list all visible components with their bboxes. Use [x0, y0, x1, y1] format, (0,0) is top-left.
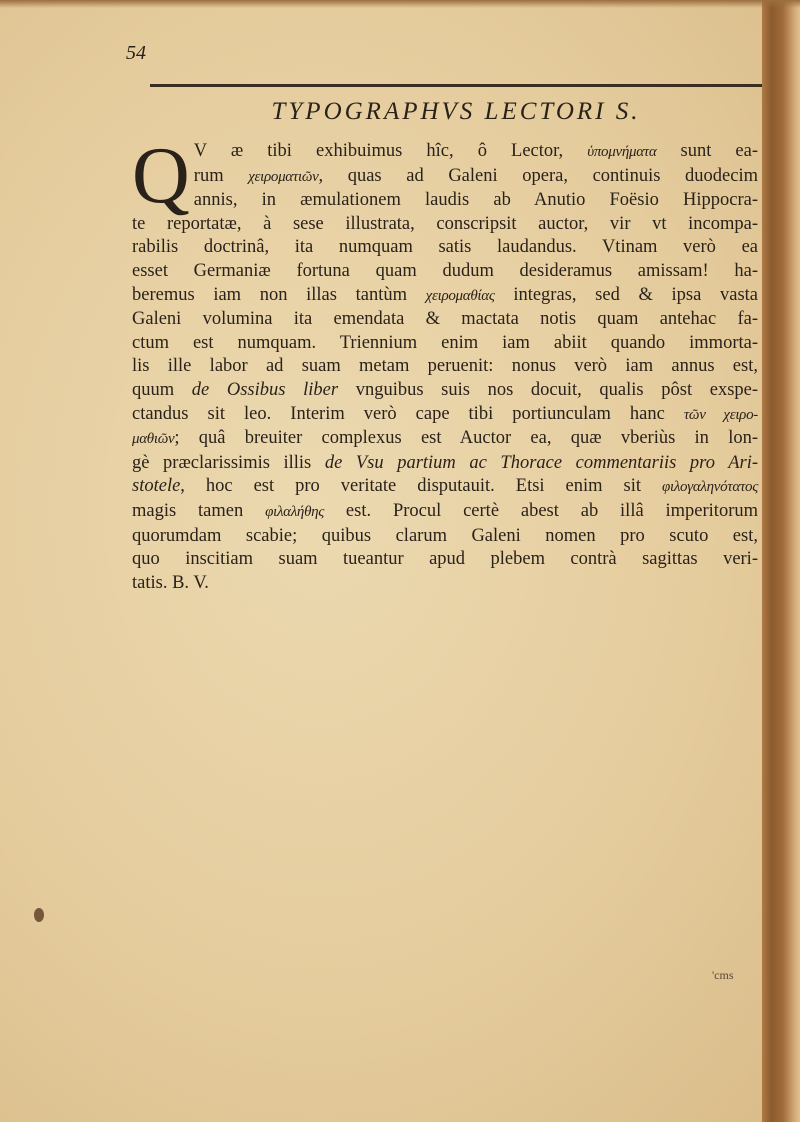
- text-run: quorumdam scabie; quibus clarum Galeni nomen pro scuto est,: [132, 525, 758, 546]
- text-line: [132, 525, 758, 549]
- text-line: [132, 548, 758, 572]
- text-line: [132, 452, 758, 476]
- text-run: annis, in æmulationem laudis ab Anutio Foësio Hippocra-: [193, 190, 758, 211]
- drop-cap: Q: [132, 132, 190, 220]
- text-line: [132, 427, 758, 452]
- page-heading: TYPOGRAPHVS LECTORI S.: [271, 98, 641, 125]
- text-line: [132, 403, 758, 428]
- text-run: χειροματιῶν: [248, 168, 319, 185]
- text-line: [132, 500, 758, 525]
- text-run: de Ossibus liber: [191, 379, 339, 400]
- text-run: stotele: [132, 476, 181, 497]
- text-run: rabilis doctrinâ, ita numquam satis laudandus. Vtinam verò ea: [132, 237, 758, 258]
- text-run: integras, sed & ipsa vasta: [494, 284, 758, 305]
- text-run: τῶν χειρο-: [683, 406, 758, 423]
- text-run: beremus iam non illas tantùm: [132, 284, 426, 305]
- text-lines: [132, 132, 759, 595]
- text-run: lis ille labor ad suam metam peruenit: nonus verò iam annus est,: [132, 356, 758, 377]
- text-line: [132, 213, 758, 237]
- text-run: quo inscitiam suam tueantur apud plebem contrà sagittas veri-: [132, 549, 758, 570]
- text-run: χειρομαθίας: [425, 287, 495, 304]
- text-line: [132, 308, 758, 332]
- text-run: V æ tibi exhibuimus hîc, ô Lector,: [193, 141, 588, 161]
- text-line: [132, 355, 758, 379]
- text-line: [132, 140, 758, 165]
- text-run: μαθιῶν: [132, 431, 175, 448]
- text-line: [132, 284, 758, 309]
- page-gutter-shadow: [762, 0, 800, 1122]
- text-run: de Vsu partium ac Thorace commentariis pro Ari-: [324, 452, 758, 473]
- text-run: est. Procul certè abest ab illâ imperitorum: [324, 500, 758, 521]
- ink-stain: [34, 908, 44, 922]
- margin-mark: 'cms: [712, 968, 734, 982]
- text-line: [132, 332, 758, 356]
- text-line: [132, 475, 758, 500]
- text-run: ; quâ breuiter complexus est Auctor ea, quæ vberiùs in lon-: [174, 428, 758, 449]
- text-run: vnguibus suis nos docuit, qualis pôst exspe-: [338, 379, 759, 400]
- text-run: sunt ea-: [656, 141, 758, 161]
- text-run: ctandus sit leo. Interim verò cape tibi portiunculam hanc: [132, 403, 684, 424]
- text-run: esset Germaniæ fortuna quam dudum desideramus amissam! ha-: [132, 260, 758, 281]
- text-run: Galeni volumina ita emendata & mactata notis quam antehac fa-: [132, 309, 758, 330]
- text-run: magis tamen: [132, 500, 266, 521]
- text-run: ctum est numquam. Triennium enim iam abiit quando immorta-: [132, 332, 758, 353]
- body-text: [132, 132, 759, 595]
- text-line: [132, 165, 758, 190]
- text-run: , hoc est pro veritate disputauit. Etsi enim sit: [180, 476, 662, 497]
- text-line: [132, 236, 758, 260]
- text-line: [132, 572, 758, 596]
- text-line: [132, 189, 758, 213]
- page-top-shadow: [0, 0, 800, 8]
- text-run: φιλαλήθης: [265, 503, 325, 520]
- text-run: gè præclarissimis illis: [132, 452, 325, 473]
- text-run: rum: [193, 165, 249, 186]
- page-number: 54: [126, 42, 146, 64]
- text-run: te reportatæ, à sese illustrata, conscripsit auctor, vir vt incompa-: [132, 213, 758, 234]
- text-run: , quas ad Galeni opera, continuis duodecim: [318, 165, 758, 186]
- text-run: tatis. B. V.: [132, 572, 209, 593]
- text-run: quum: [132, 379, 192, 400]
- text-run: ὑπομνήματα: [587, 144, 657, 160]
- text-run: φιλογαληνότατος: [661, 479, 758, 496]
- text-line: [132, 260, 758, 284]
- header-rule: [150, 84, 762, 87]
- text-line: [132, 379, 758, 403]
